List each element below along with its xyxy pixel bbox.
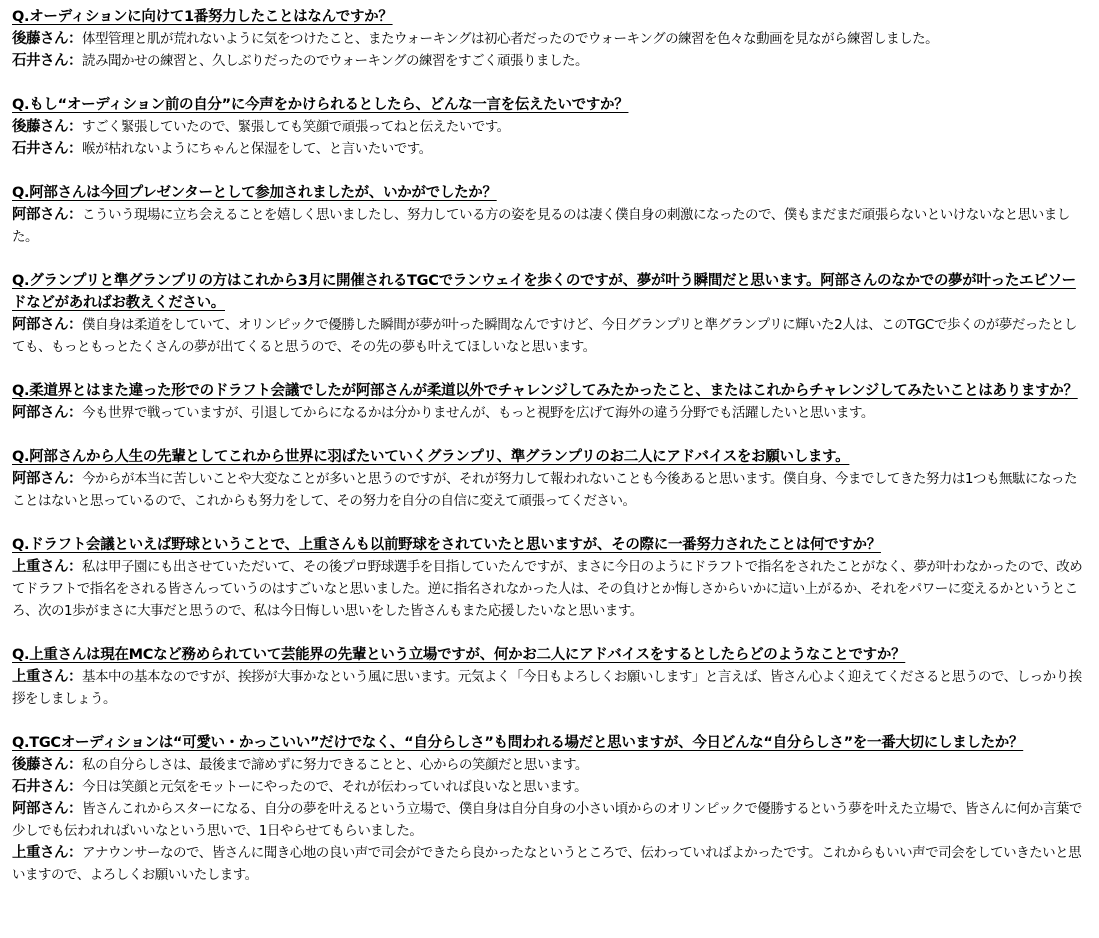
question-heading: Q.オーディションに向けて1番努力したことはなんですか？ (12, 9, 393, 25)
question-heading: Q.グランプリと準グランプリの方はこれから3月に開催されるTGCでランウェイを歩くのですが、夢が叶う瞬間だと思います。阿部さんのなかでの夢が叶ったエピソードなどがあればお教えください。 (12, 273, 1076, 311)
answer-text: 基本中の基本なのですが、挨拶が大事かなという風に思います。元気よく「今日もよろしくお願いします」と言えば、皆さん心よく迎えてくださると思うので、しっかり挨拶をしましょう。 (12, 669, 1082, 707)
speaker-label: 石井さん： (12, 53, 82, 69)
answer-line (12, 204, 1089, 248)
question-heading: Q.ドラフト会議といえば野球ということで、上重さんも以前野球をされていたと思いますが、その際に一番努力されたことは何ですか？ (12, 537, 881, 553)
speaker-label: 後藤さん： (12, 119, 82, 135)
speaker-label: 後藤さん： (12, 31, 82, 47)
qa-block (12, 6, 1089, 72)
speaker-label: 石井さん： (12, 141, 82, 157)
speaker-label: 阿部さん： (12, 801, 82, 817)
speaker-label: 阿部さん： (12, 317, 82, 333)
answer-text: すごく緊張していたので、緊張しても笑顔で頑張ってねと伝えたいです。 (82, 119, 510, 135)
answer-line (12, 798, 1089, 842)
qa-block (12, 270, 1089, 358)
answer-text: 私は甲子園にも出させていただいて、その後プロ野球選手を目指していたんですが、まさに今日のようにドラフトで指名をされたことがなく、夢が叶わなかったので、改めてドラフトで指名をされる皆さんっていうのはすごいなと思いました。逆に指名されなかった人は、その負けとか悔しさからいかに這い上がるか、それをパワーに変えるかというところ、次の1歩がまさに大事だと思うので、私は今日悔しい思いをした皆さんもまた応援したいなと思います。 (12, 559, 1083, 619)
answer-text: 今からが本当に苦しいことや大変なことが多いと思うのですが、それが努力して報われないことも今後あると思います。僕自身、今までしてきた努力は1つも無駄になったことはないと思っているので、これからも努力をして、その努力を自分の自信に変えて頑張ってください。 (12, 471, 1078, 509)
speaker-label: 阿部さん： (12, 207, 82, 223)
speaker-label: 上重さん： (12, 559, 82, 575)
answer-line (12, 468, 1089, 512)
speaker-label: 上重さん： (12, 845, 82, 861)
answer-text: アナウンサーなので、皆さんに聞き心地の良い声で司会ができたら良かったなというところで、伝わっていればよかったです。これからもいい声で司会をしていきたいと思いますので、よろしくお願いいたします。 (12, 845, 1082, 883)
qa-block (12, 732, 1089, 886)
answer-text: 読み聞かせの練習と、久しぶりだったのでウォーキングの練習をすごく頑張りました。 (82, 53, 589, 69)
qa-block (12, 380, 1089, 424)
answer-line (12, 842, 1089, 886)
answer-line (12, 776, 1089, 798)
answer-line (12, 314, 1089, 358)
speaker-label: 阿部さん： (12, 471, 82, 487)
qa-block (12, 182, 1089, 248)
answer-line (12, 138, 1089, 160)
answer-text: こういう現場に立ち会えることを嬉しく思いましたし、努力している方の姿を見るのは凄く僕自身の刺激になったので、僕もまだまだ頑張らないといけないなと思いました。 (12, 207, 1070, 245)
speaker-label: 石井さん： (12, 779, 82, 795)
answer-line (12, 556, 1089, 622)
question-heading: Q.もし“オーディション前の自分”に今声をかけられるとしたら、どんな一言を伝えたいですか？ (12, 97, 629, 113)
question-heading: Q.上重さんは現在MCなど務められていて芸能界の先輩という立場ですが、何かお二人にアドバイスをするとしたらどのようなことですか？ (12, 647, 906, 663)
question-heading: Q.TGCオーディションは“可愛い・かっこいい”だけでなく、“自分らしさ”も問われる場だと思いますが、今日どんな“自分らしさ”を一番大切にしましたか？ (12, 735, 1024, 751)
qa-block (12, 534, 1089, 622)
speaker-label: 上重さん： (12, 669, 82, 685)
answer-line (12, 116, 1089, 138)
question-heading: Q.阿部さんから人生の先輩としてこれから世界に羽ばたいていくグランプリ、準グランプリのお二人にアドバイスをお願いします。 (12, 449, 850, 465)
answer-text: 喉が枯れないようにちゃんと保湿をして、と言いたいです。 (82, 141, 432, 157)
qa-block (12, 644, 1089, 710)
speaker-label: 後藤さん： (12, 757, 82, 773)
answer-line (12, 666, 1089, 710)
question-heading: Q.柔道界とはまた違った形でのドラフト会議でしたが阿部さんが柔道以外でチャレンジしてみたかったこと、またはこれからチャレンジしてみたいことはありますか？ (12, 383, 1078, 399)
answer-text: 僕自身は柔道をしていて、オリンピックで優勝した瞬間が夢が叶った瞬間なんですけど、今日グランプリと準グランプリに輝いた2人は、このTGCで歩くのが夢だったとしても、もっともっとたくさんの夢が出てくると思うので、その先の夢も叶えてほしいなと思います。 (12, 317, 1077, 355)
qa-block (12, 446, 1089, 512)
answer-line (12, 28, 1089, 50)
answer-text: 今日は笑顔と元気をモットーにやったので、それが伝わっていれば良いなと思います。 (82, 779, 588, 795)
answer-text: 体型管理と肌が荒れないように気をつけたこと、またウォーキングは初心者だったのでウォーキングの練習を色々な動画を見ながら練習しました。 (82, 31, 939, 47)
answer-line (12, 754, 1089, 776)
answer-line (12, 402, 1089, 424)
answer-text: 私の自分らしさは、最後まで諦めずに努力できることと、心からの笑顔だと思います。 (82, 757, 588, 773)
question-heading: Q.阿部さんは今回プレゼンターとして参加されましたが、いかがでしたか？ (12, 185, 497, 201)
answer-text: 今も世界で戦っていますが、引退してからになるかは分かりませんが、もっと視野を広げて海外の違う分野でも活躍したいと思います。 (82, 405, 874, 421)
speaker-label: 阿部さん： (12, 405, 82, 421)
answer-text: 皆さんこれからスターになる、自分の夢を叶えるという立場で、僕自身は自分自身の小さい頃からのオリンピックで優勝するという夢を叶えた立場で、皆さんに何か言葉で少しでも伝われればいいなという思いで、1日やらせてもらいました。 (12, 801, 1082, 839)
qa-block (12, 94, 1089, 160)
answer-line (12, 50, 1089, 72)
